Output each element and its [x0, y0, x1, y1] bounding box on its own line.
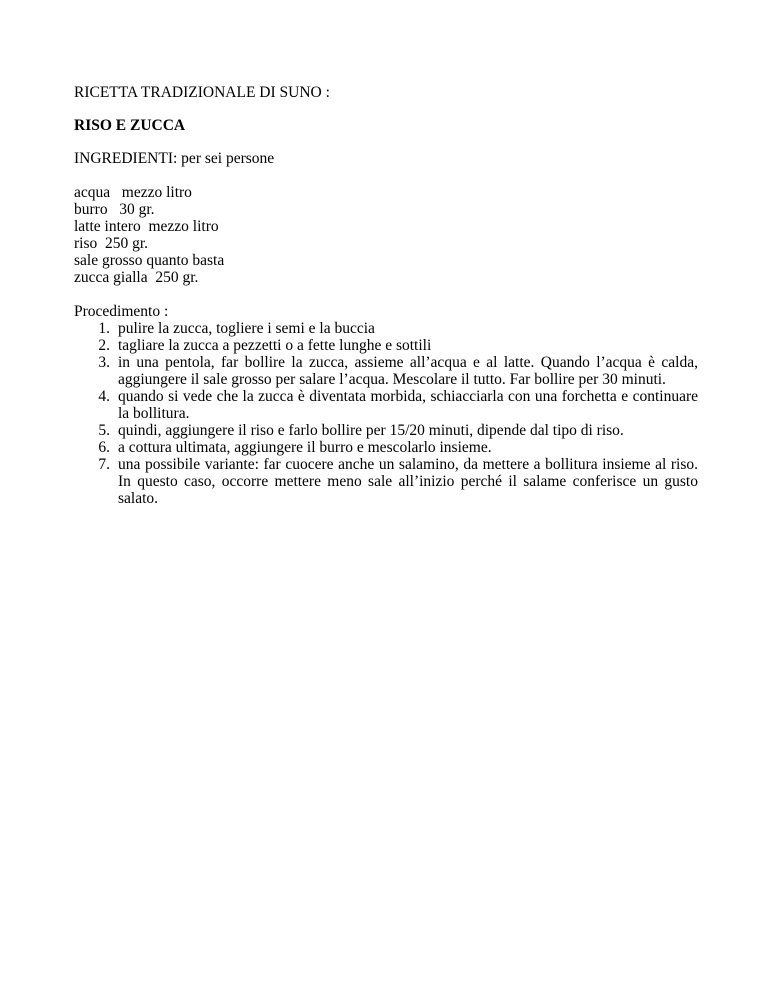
ingredients-list: [74, 184, 698, 286]
step-number: 1.: [98, 320, 110, 337]
ingredient-item: zucca gialla 250 gr.: [74, 269, 199, 286]
ingredient-item: latte intero mezzo litro: [74, 218, 219, 235]
procedure-step: [74, 439, 698, 456]
recipe-title: RISO E ZUCCA: [74, 117, 186, 134]
step-text: una possibile variante: far cuocere anche un salamino, da mettere a bollitura insieme al riso. In questo caso, occorre mettere meno sale all’inizio perché il salame conferisce un gusto salato.: [118, 456, 698, 507]
ingredient-item: burro 30 gr.: [74, 201, 155, 218]
procedure-step: [74, 456, 698, 507]
procedure-label: Procedimento :: [74, 303, 169, 320]
step-number: 7.: [98, 456, 110, 473]
ingredient-item: acqua mezzo litro: [74, 184, 192, 201]
procedure-step: [74, 388, 698, 422]
ingredient-item: sale grosso quanto basta: [74, 252, 225, 269]
ingredients-header: INGREDIENTI: per sei persone: [74, 150, 275, 167]
step-text: tagliare la zucca a pezzetti o a fette lunghe e sottili: [118, 337, 432, 354]
step-text: a cottura ultimata, aggiungere il burro e mescolarlo insieme.: [118, 439, 492, 456]
step-number: 4.: [98, 388, 110, 405]
document-heading: RICETTA TRADIZIONALE DI SUNO :: [74, 84, 330, 101]
step-text: quindi, aggiungere il riso e farlo bollire per 15/20 minuti, dipende dal tipo di riso.: [118, 422, 624, 439]
step-number: 6.: [98, 439, 110, 456]
step-text: quando si vede che la zucca è diventata morbida, schiacciarla con una forchetta e continuare la bollitura.: [118, 388, 698, 422]
step-number: 3.: [98, 354, 110, 371]
procedure-steps: [74, 320, 698, 507]
procedure-step: [74, 337, 698, 354]
step-text: in una pentola, far bollire la zucca, assieme all’acqua e al latte. Quando l’acqua è calda, aggiungere il sale grosso per salare l’acqua. Mescolare il tutto. Far bollire per 30 minuti.: [118, 354, 698, 388]
step-text: pulire la zucca, togliere i semi e la buccia: [118, 320, 375, 337]
procedure-step: [74, 320, 698, 337]
ingredient-item: riso 250 gr.: [74, 235, 149, 252]
step-number: 5.: [98, 422, 110, 439]
procedure-step: [74, 422, 698, 439]
step-number: 2.: [98, 337, 110, 354]
procedure-step: [74, 354, 698, 388]
document-page: [74, 84, 698, 507]
